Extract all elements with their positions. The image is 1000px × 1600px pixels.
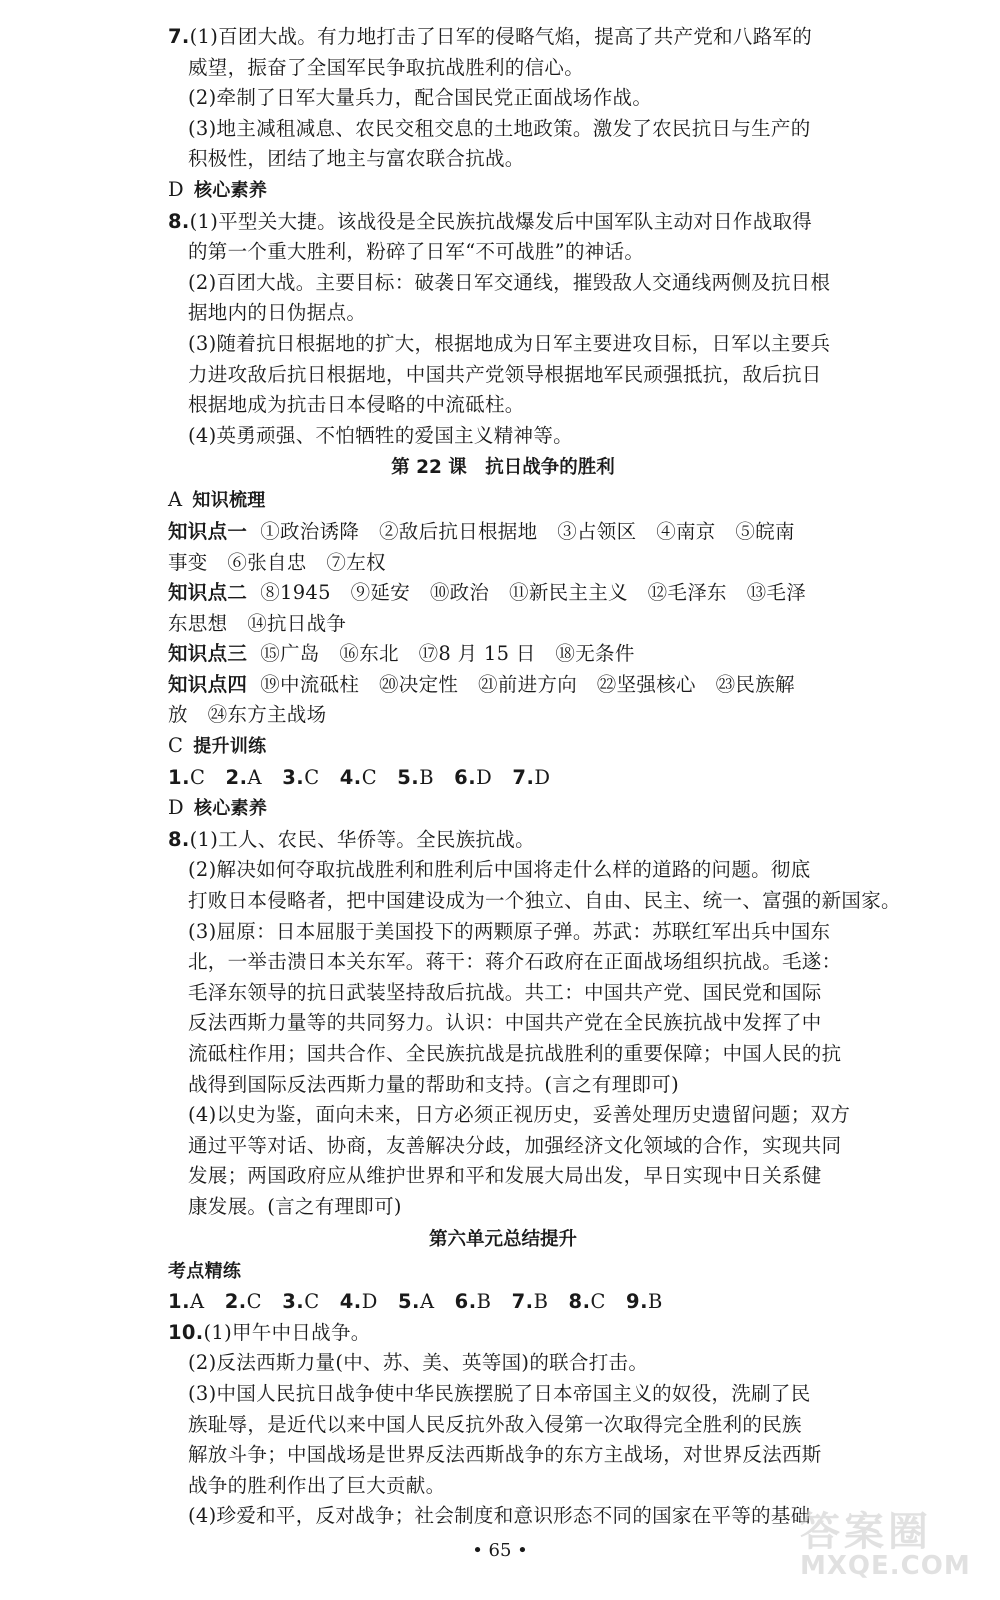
q8b-line-11: 通过平等对话、协商，友善解决分歧，加强经济文化领域的合作，实现共同 (188, 1133, 842, 1157)
q8b-text-1: (1)工人、农民、华侨等。全民族抗战。 (189, 827, 535, 851)
q8b-line-12: 发展；两国政府应从维护世界和平和发展大局出发，早日实现中日关系健 (188, 1164, 822, 1188)
q10-line-6: 战争的胜利作出了巨大贡献。 (188, 1473, 446, 1497)
q8b-line-13: 康发展。(言之有理即可) (188, 1194, 402, 1218)
q10-line-7: (4)珍爱和平，反对战争；社会制度和意识形态不同的国家在平等的基础 (188, 1504, 811, 1528)
knowledge-point-4 (168, 670, 838, 701)
section-label: 核心素养 (193, 798, 268, 820)
section-label: 知识梳理 (192, 490, 266, 512)
lesson-22-title: 第 22 课 抗日战争的胜利 (391, 457, 615, 479)
kp-label: 知识点一 (168, 519, 248, 543)
knowledge-point-1-cont: 事变 ⑥张自忠 ⑦左权 (168, 550, 386, 574)
q8-line-8: (4)英勇顽强、不怕牺牲的爱国主义精神等。 (188, 423, 573, 447)
q10-line-3: (3)中国人民抗日战争使中华民族摆脱了日本帝国主义的奴役，洗刷了民 (188, 1381, 811, 1405)
section-letter: D (168, 796, 184, 820)
section-d-heading (168, 793, 838, 825)
q8b-line-6: 毛泽东领导的抗日武装坚持敌后抗战。共工：中国共产党、国民党和国际 (188, 980, 822, 1004)
q7-line-2: 威望，振奋了全国军民争取抗战胜利的信心。 (188, 55, 585, 79)
answer-item: 6.D (454, 765, 493, 789)
q8b-line-4: (3)屈原：日本屈服于美国投下的两颗原子弹。苏武：苏联红军出兵中国东 (188, 919, 831, 943)
section-c-heading (168, 731, 838, 763)
q8-line-6: 力进攻敌后抗日根据地，中国共产党领导根据地军民顽强抵抗，敌后抗日 (188, 362, 822, 386)
section-a-heading (168, 485, 838, 517)
page-number: • 65 • (472, 1540, 528, 1561)
answer-item: 4.C (339, 765, 378, 789)
q7-number: 7. (168, 25, 190, 48)
kp-text: ⑧1945 ⑨延安 ⑩政治 ⑪新民主主义 ⑫毛泽东 ⑬毛泽 (260, 581, 807, 605)
knowledge-point-2-cont: 东思想 ⑭抗日战争 (168, 611, 347, 635)
q8-line-1 (168, 207, 838, 238)
q8b-line-8: 流砥柱作用；国共合作、全民族抗战是抗战胜利的重要保障；中国人民的抗 (188, 1042, 842, 1065)
q7-line-1 (168, 22, 838, 53)
q8-text-1: (1)平型关大捷。该战役是全民族抗战爆发后中国军队主动对日作战取得 (189, 209, 813, 233)
section-letter: D (168, 177, 184, 201)
q8b-line-7: 反法西斯力量等的共同努力。认识：中国共产党在全民族抗战中发挥了中 (188, 1011, 822, 1035)
answer-item: 4.D (339, 1290, 378, 1314)
knowledge-point-4-cont: 放 ㉔东方主战场 (168, 703, 327, 727)
q8-line-7: 根据地成为抗击日本侵略的中流砥柱。 (188, 393, 525, 417)
kp-text: ⑮广岛 ⑯东北 ⑰8 月 15 日 ⑱无条件 (260, 642, 635, 666)
q8b-line-5: 北，一举击溃日本关东军。蒋干：蒋介石政府在正面战场组织抗战。毛遂： (188, 950, 842, 974)
kp-text: ①政治诱降 ②敌后抗日根据地 ③占领区 ④南京 ⑤皖南 (260, 519, 795, 543)
watermark-logo (800, 1500, 990, 1590)
section-letter: A (168, 488, 183, 512)
section-letter: C (168, 734, 184, 758)
q8b-line-2: (2)解决如何夺取抗战胜利和胜利后中国将走什么样的道路的问题。彻底 (188, 858, 811, 882)
answer-item: 9.B (626, 1290, 663, 1314)
answer-page (168, 22, 901, 1532)
q8-line-2: 的第一个重大胜利，粉碎了日军“不可战胜”的神话。 (188, 240, 645, 264)
q8-number: 8. (168, 209, 190, 233)
kp-label: 知识点三 (168, 642, 248, 666)
answer-item: 7.B (511, 1290, 549, 1314)
knowledge-point-3 (168, 639, 838, 670)
q10-line-1 (168, 1318, 838, 1349)
q7-line-4: (3)地主减租减息、农民交租交息的土地政策。激发了农民抗日与生产的 (188, 116, 811, 140)
q10-line-4: 族耻辱，是近代以来中国人民反抗外敌入侵第一次取得完全胜利的民族 (188, 1412, 802, 1436)
answer-item: 3.C (282, 1290, 320, 1314)
q10-line-5: 解放斗争；中国战场是世界反法西斯战争的东方主战场，对世界反法西斯 (188, 1443, 822, 1467)
knowledge-point-2 (168, 578, 838, 609)
section-label: 核心素养 (193, 179, 268, 201)
watermark-site-text: MXQE.COM (800, 1551, 971, 1581)
q7-text-1: (1)百团大战。有力地打击了日军的侵略气焰，提高了共产党和八路军的 (189, 25, 813, 48)
exam-practice-heading: 考点精练 (168, 1260, 242, 1282)
answer-item: 7.D (512, 765, 551, 789)
kp-label: 知识点二 (168, 581, 248, 605)
q10-number: 10. (168, 1320, 204, 1344)
answer-item: 2.A (225, 765, 263, 789)
q8-line-5: (3)随着抗日根据地的扩大，根据地成为日军主要进攻目标，日军以主要兵 (188, 331, 831, 355)
q8-line-3: (2)百团大战。主要目标：破袭日军交通线，摧毁敌人交通线两侧及抗日根 (188, 270, 831, 294)
kp-text: ⑲中流砥柱 ⑳决定性 ㉑前进方向 ㉒坚强核心 ㉓民族解 (260, 672, 795, 696)
q8-line-4: 据地内的日伪据点。 (188, 301, 367, 325)
answer-item: 6.B (454, 1290, 492, 1314)
answer-row-lesson22 (168, 763, 838, 794)
unit-6-summary-title: 第六单元总结提升 (428, 1228, 577, 1250)
q7-line-3: (2)牵制了日军大量兵力，配合国民党正面战场作战。 (188, 86, 653, 110)
answer-row-unit6 (168, 1287, 838, 1318)
answer-item: 1.A (168, 1290, 205, 1314)
section-d-heading (168, 175, 838, 207)
kp-label: 知识点四 (168, 672, 248, 696)
watermark-logo-text: 答案圈 (800, 1509, 932, 1555)
q8b-number: 8. (168, 827, 190, 851)
answer-item: 5.A (397, 1290, 435, 1314)
q8b-line-9: 战得到国际反法西斯力量的帮助和支持。(言之有理即可) (188, 1072, 680, 1096)
answer-item: 2.C (224, 1290, 263, 1314)
answer-item: 1.C (168, 765, 206, 789)
q10-text-1: (1)甲午中日战争。 (203, 1320, 371, 1344)
knowledge-point-1 (168, 517, 838, 548)
section-label: 提升训练 (193, 736, 267, 758)
q8b-line-10: (4)以史为鉴，面向未来，日方必须正视历史，妥善处理历史遗留问题；双方 (188, 1103, 851, 1127)
answer-item: 5.B (397, 765, 435, 789)
answer-item: 3.C (282, 765, 320, 789)
answer-item: 8.C (568, 1290, 606, 1314)
q10-line-2: (2)反法西斯力量(中、苏、美、英等国)的联合打击。 (188, 1351, 649, 1375)
q7-line-5: 积极性，团结了地主与富农联合抗战。 (188, 147, 525, 171)
q8b-line-1 (168, 825, 838, 856)
q8b-line-3: 打败日本侵略者，把中国建设成为一个独立、自由、民主、统一、富强的新国家。 (188, 889, 901, 913)
